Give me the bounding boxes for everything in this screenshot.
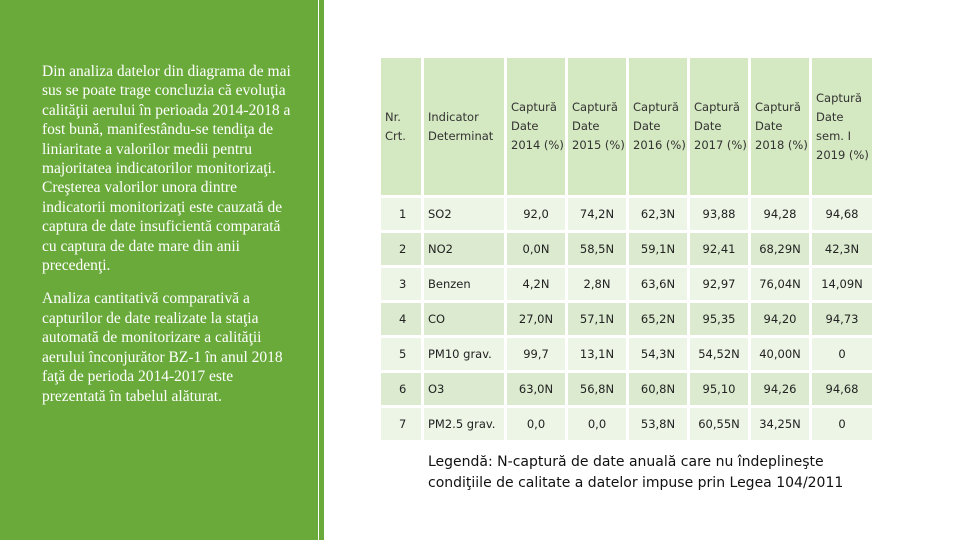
cell-2014: 63,0N (506, 372, 567, 407)
cell-nr: 2 (380, 232, 423, 267)
header-2016 (628, 58, 689, 197)
header-2019-sem1-label: Captură Date sem. I 2019 (%) (816, 90, 869, 162)
cell-2016: 53,8N (628, 407, 689, 442)
cell-2018: 94,26 (750, 372, 811, 407)
cell-2019: 0 (811, 337, 874, 372)
header-nr-crt-label: Nr. Crt. (385, 109, 406, 143)
cell-indicator: PM2.5 grav. (423, 407, 506, 442)
cell-2016: 59,1N (628, 232, 689, 267)
header-2018 (750, 58, 811, 197)
analysis-paragraph-1: Din analiza datelor din diagrama de mai sus se poate trage concluzia că evoluţia calităţii aerului în perioada 2014-2018 a fost bună, manifestându-se tendiţa de liniaritate a valorilor medii pentru majoritatea indicatorilor monitorizaţi. Creşterea valorilor unora dintre indicatorii monitorizaţi este cauzată de captura de date insuficientă comparată cu captura de date mare din anii precedenţi. (42, 63, 291, 275)
header-nr-crt (380, 58, 423, 197)
table-legend (428, 452, 843, 494)
cell-2019: 94,68 (811, 372, 874, 407)
cell-2016: 54,3N (628, 337, 689, 372)
header-indicator-label: Indicator Determinat (428, 109, 494, 143)
header-2018-label: Captură Date 2018 (%) (755, 100, 808, 152)
cell-2019: 94,68 (811, 197, 874, 232)
cell-2014: 99,7 (506, 337, 567, 372)
header-2014 (506, 58, 567, 197)
legend-line-2: condiţiile de calitate a datelor impuse prin Legea 104/2011 (428, 475, 844, 491)
header-2017-label: Captură Date 2017 (%) (694, 100, 747, 152)
cell-2014: 0,0N (506, 232, 567, 267)
cell-nr: 1 (380, 197, 423, 232)
cell-2017: 54,52N (689, 337, 750, 372)
table-row (380, 302, 874, 337)
cell-2017: 60,55N (689, 407, 750, 442)
header-2016-label: Captură Date 2016 (%) (633, 100, 686, 152)
cell-2018: 40,00N (750, 337, 811, 372)
cell-indicator: O3 (423, 372, 506, 407)
cell-indicator: Benzen (423, 267, 506, 302)
cell-2014: 4,2N (506, 267, 567, 302)
header-2015 (567, 58, 628, 197)
header-2019-sem1 (811, 58, 874, 197)
cell-nr: 4 (380, 302, 423, 337)
cell-2015: 58,5N (567, 232, 628, 267)
table-row (380, 232, 874, 267)
header-2017 (689, 58, 750, 197)
cell-2017: 95,10 (689, 372, 750, 407)
legend-line-1: Legendă: N-captură de date anuală care nu îndeplineşte (428, 454, 824, 470)
table-header-row (380, 58, 874, 197)
cell-2019: 94,73 (811, 302, 874, 337)
analysis-paragraph-2: Analiza cantitativă comparativă a capturilor de date realizate la staţia automată de monitorizare a calităţii aerului înconjurător BZ-1 în anul 2018 faţă de perioda 2014-2017 este prezentată în tabelul alăturat. (42, 290, 283, 405)
table-row (380, 197, 874, 232)
cell-2015: 74,2N (567, 197, 628, 232)
cell-2014: 0,0 (506, 407, 567, 442)
cell-nr: 3 (380, 267, 423, 302)
cell-2014: 92,0 (506, 197, 567, 232)
analysis-text-block (42, 62, 292, 420)
cell-indicator: SO2 (423, 197, 506, 232)
cell-2018: 68,29N (750, 232, 811, 267)
cell-2014: 27,0N (506, 302, 567, 337)
cell-2015: 0,0 (567, 407, 628, 442)
left-accent-stripe (319, 0, 324, 540)
cell-2015: 57,1N (567, 302, 628, 337)
table-row (380, 267, 874, 302)
cell-2018: 94,28 (750, 197, 811, 232)
header-2014-label: Captură Date 2014 (%) (511, 100, 564, 152)
table-row (380, 407, 874, 442)
cell-2017: 95,35 (689, 302, 750, 337)
cell-2015: 56,8N (567, 372, 628, 407)
cell-2018: 76,04N (750, 267, 811, 302)
cell-2016: 60,8N (628, 372, 689, 407)
cell-indicator: NO2 (423, 232, 506, 267)
cell-2016: 65,2N (628, 302, 689, 337)
cell-indicator: CO (423, 302, 506, 337)
cell-2017: 93,88 (689, 197, 750, 232)
cell-2019: 42,3N (811, 232, 874, 267)
cell-2015: 2,8N (567, 267, 628, 302)
table-row (380, 337, 874, 372)
cell-nr: 5 (380, 337, 423, 372)
cell-2018: 94,20 (750, 302, 811, 337)
data-capture-table (378, 58, 875, 443)
header-indicator (423, 58, 506, 197)
cell-2017: 92,41 (689, 232, 750, 267)
cell-indicator: PM10 grav. (423, 337, 506, 372)
cell-nr: 6 (380, 372, 423, 407)
cell-2016: 62,3N (628, 197, 689, 232)
cell-2019: 14,09N (811, 267, 874, 302)
cell-2016: 63,6N (628, 267, 689, 302)
table-row (380, 372, 874, 407)
cell-2019: 0 (811, 407, 874, 442)
header-2015-label: Captură Date 2015 (%) (572, 100, 625, 152)
cell-2017: 92,97 (689, 267, 750, 302)
cell-2018: 34,25N (750, 407, 811, 442)
cell-2015: 13,1N (567, 337, 628, 372)
cell-nr: 7 (380, 407, 423, 442)
